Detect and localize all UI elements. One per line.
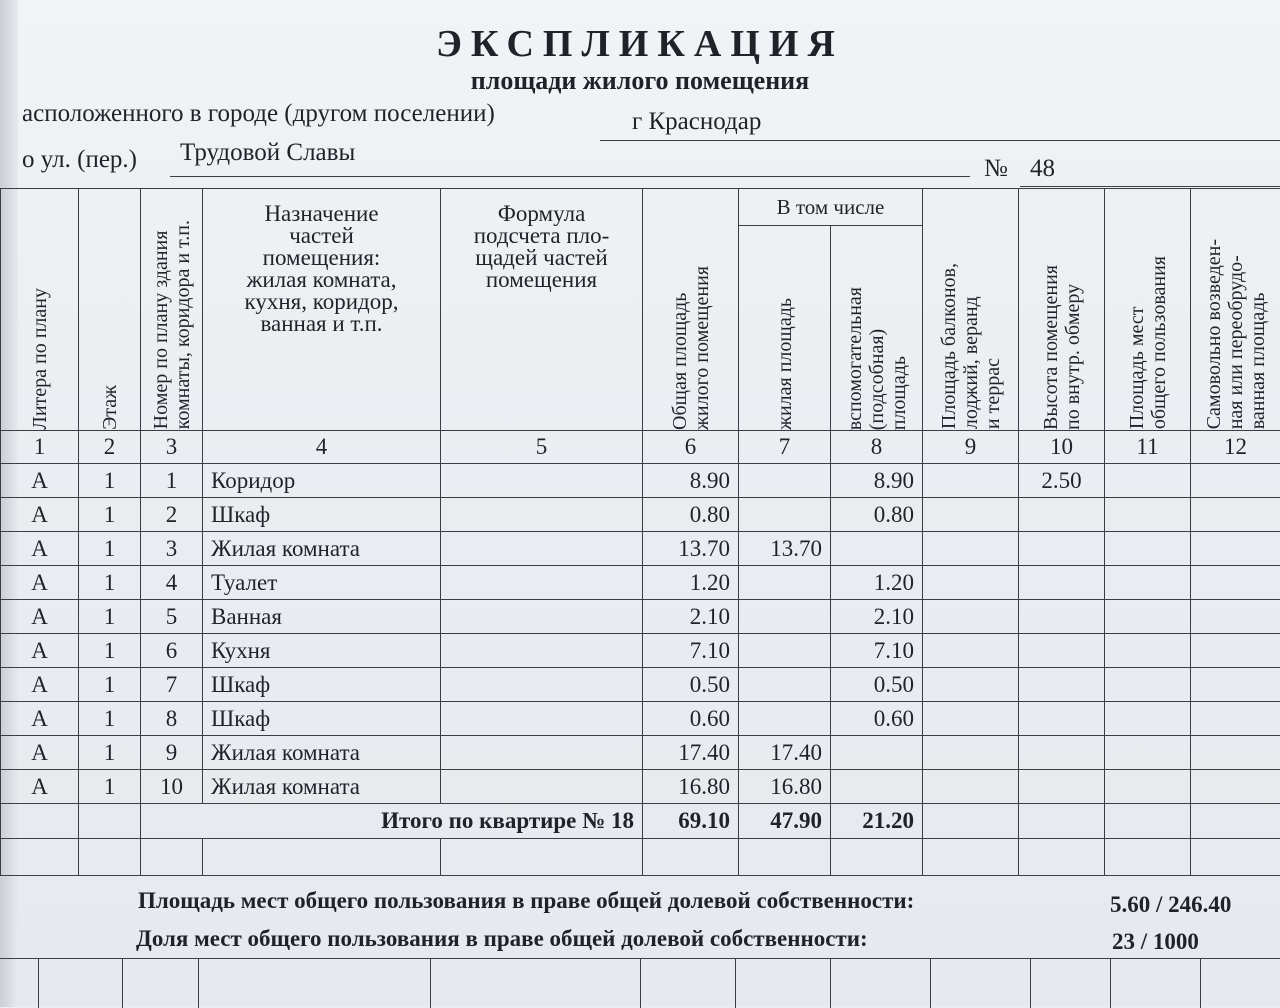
explication-table: [0, 188, 1280, 876]
common-area-label: Площадь мест общего пользования в праве общей долевой собственности:: [138, 888, 914, 914]
number-value: 48: [1030, 155, 1055, 183]
table-row: [1, 634, 1280, 668]
cell-height: [1019, 668, 1105, 702]
cell-litera: А: [1, 566, 79, 600]
cell-name: Шкаф: [203, 668, 441, 702]
cell-balcony: [923, 668, 1019, 702]
cell-litera: А: [1, 702, 79, 736]
total-empty: [79, 804, 141, 839]
table-row: [1, 600, 1280, 634]
cell-total: 17.40: [643, 736, 739, 770]
street-label: о ул. (пер.): [22, 146, 137, 174]
cell-number: 10: [141, 770, 203, 804]
cell-balcony: [923, 464, 1019, 498]
cell-litera: А: [1, 498, 79, 532]
cell-floor: 1: [79, 566, 141, 600]
cell-living: [739, 668, 831, 702]
cell-total: 7.10: [643, 634, 739, 668]
common-area-value: 5.60 / 246.40: [1110, 892, 1231, 918]
cell-unauthorized: [1191, 498, 1280, 532]
header-floor: Этаж: [79, 189, 141, 431]
total-total-area: 69.10: [643, 804, 739, 839]
cell-living: [739, 702, 831, 736]
cell-litera: А: [1, 736, 79, 770]
header-row: [1, 189, 1280, 226]
cell-name: Коридор: [203, 464, 441, 498]
header-purpose: Назначение частей помещения: жилая комната, кухня, коридор, ванная и т.п.: [203, 189, 441, 431]
city-label: асположенного в городе (другом поселении): [22, 100, 495, 128]
cell-total: 0.50: [643, 668, 739, 702]
header-total-area: Общая площадь жилого помещения: [643, 189, 739, 431]
cell-formula: [441, 702, 643, 736]
cell-aux: 8.90: [831, 464, 923, 498]
cell-litera: А: [1, 770, 79, 804]
cell-living: 13.70: [739, 532, 831, 566]
colnum: 8: [831, 431, 923, 464]
header-aux-area: вспомогательная (подсобная) площадь: [831, 226, 923, 431]
cell-height: [1019, 736, 1105, 770]
cell-number: 5: [141, 600, 203, 634]
cell-total: 8.90: [643, 464, 739, 498]
share-label: Доля мест общего пользования в праве общей долевой собственности:: [136, 926, 868, 952]
cell-name: Шкаф: [203, 498, 441, 532]
document-subtitle: площади жилого помещения: [0, 66, 1280, 96]
cell-number: 9: [141, 736, 203, 770]
cell-common: [1105, 464, 1191, 498]
cell-living: 16.80: [739, 770, 831, 804]
cell-common: [1105, 668, 1191, 702]
document-title: ЭКСПЛИКАЦИЯ: [0, 22, 1280, 66]
colnum: 10: [1019, 431, 1105, 464]
cell-common: [1105, 532, 1191, 566]
cell-common: [1105, 702, 1191, 736]
cell-litera: А: [1, 668, 79, 702]
cell-name: Жилая комната: [203, 532, 441, 566]
colnum: 1: [1, 431, 79, 464]
cell-name: Жилая комната: [203, 770, 441, 804]
header-balcony-area: Площадь балконов, лоджий, веранд и террас: [923, 189, 1019, 431]
table-row: [1, 668, 1280, 702]
header-litera: Литера по плану: [1, 189, 79, 431]
cell-living: [739, 566, 831, 600]
colnum: 2: [79, 431, 141, 464]
header-height: Высота помещения по внутр. обмеру: [1019, 189, 1105, 431]
cell-aux: 0.60: [831, 702, 923, 736]
colnum: 5: [441, 431, 643, 464]
cell-floor: 1: [79, 498, 141, 532]
cell-height: [1019, 566, 1105, 600]
total-empty: [923, 804, 1019, 839]
header-common-area: Площадь мест общего пользования: [1105, 189, 1191, 431]
cell-floor: 1: [79, 668, 141, 702]
share-value: 23 / 1000: [1112, 929, 1199, 955]
cell-aux: [831, 736, 923, 770]
cell-floor: 1: [79, 702, 141, 736]
table-row: [1, 702, 1280, 736]
cell-balcony: [923, 736, 1019, 770]
cell-formula: [441, 634, 643, 668]
cell-aux: 7.10: [831, 634, 923, 668]
cell-number: 4: [141, 566, 203, 600]
cell-litera: А: [1, 634, 79, 668]
colnum: 4: [203, 431, 441, 464]
cell-living: [739, 600, 831, 634]
total-label: Итого по квартире № 18: [141, 804, 643, 839]
cell-formula: [441, 668, 643, 702]
table-row: [1, 566, 1280, 600]
street-value: Трудовой Славы: [180, 139, 355, 167]
cell-unauthorized: [1191, 736, 1280, 770]
cell-balcony: [923, 566, 1019, 600]
cell-litera: А: [1, 532, 79, 566]
cell-unauthorized: [1191, 770, 1280, 804]
cell-common: [1105, 566, 1191, 600]
colnum: 6: [643, 431, 739, 464]
table-row: [1, 770, 1280, 804]
header-living-area: жилая площадь: [739, 226, 831, 431]
cell-height: [1019, 600, 1105, 634]
cell-unauthorized: [1191, 600, 1280, 634]
cell-living: [739, 464, 831, 498]
table-row: [1, 736, 1280, 770]
table-row: [1, 498, 1280, 532]
cell-floor: 1: [79, 600, 141, 634]
total-empty: [1105, 804, 1191, 839]
cell-height: [1019, 532, 1105, 566]
cell-formula: [441, 532, 643, 566]
cell-formula: [441, 736, 643, 770]
street-underline: [170, 176, 970, 177]
cell-aux: [831, 770, 923, 804]
cell-name: Кухня: [203, 634, 441, 668]
cell-common: [1105, 770, 1191, 804]
cell-aux: 0.80: [831, 498, 923, 532]
cell-height: [1019, 702, 1105, 736]
cell-living: [739, 634, 831, 668]
colnum: 3: [141, 431, 203, 464]
cell-balcony: [923, 532, 1019, 566]
cell-common: [1105, 634, 1191, 668]
colnum: 12: [1191, 431, 1280, 464]
cell-height: [1019, 770, 1105, 804]
cell-total: 0.80: [643, 498, 739, 532]
colnum: 9: [923, 431, 1019, 464]
cell-litera: А: [1, 464, 79, 498]
cell-name: Ванная: [203, 600, 441, 634]
total-row: [1, 804, 1280, 839]
cell-formula: [441, 770, 643, 804]
total-empty: [1019, 804, 1105, 839]
cell-floor: 1: [79, 770, 141, 804]
cell-aux: 1.20: [831, 566, 923, 600]
header-unauthorized-area: Самовольно возведен- ная или переобрудо- ванная площадь: [1191, 189, 1280, 431]
cell-floor: 1: [79, 634, 141, 668]
number-label: №: [984, 155, 1008, 183]
cell-formula: [441, 566, 643, 600]
cell-name: Шкаф: [203, 702, 441, 736]
cell-floor: 1: [79, 464, 141, 498]
cell-common: [1105, 600, 1191, 634]
cell-height: [1019, 634, 1105, 668]
cell-number: 8: [141, 702, 203, 736]
table-row: [1, 532, 1280, 566]
cell-floor: 1: [79, 736, 141, 770]
total-empty: [1, 804, 79, 839]
cell-number: 3: [141, 532, 203, 566]
number-underline: [1020, 186, 1280, 187]
header-including: В том числе: [739, 189, 923, 226]
blank-row: [1, 839, 1280, 876]
cell-formula: [441, 600, 643, 634]
cell-total: 2.10: [643, 600, 739, 634]
city-value: г Краснодар: [632, 108, 761, 136]
cell-balcony: [923, 770, 1019, 804]
column-number-row: [1, 431, 1280, 464]
cell-total: 1.20: [643, 566, 739, 600]
cell-number: 7: [141, 668, 203, 702]
cell-unauthorized: [1191, 702, 1280, 736]
cell-common: [1105, 736, 1191, 770]
cell-height: [1019, 498, 1105, 532]
cell-balcony: [923, 634, 1019, 668]
cell-unauthorized: [1191, 532, 1280, 566]
colnum: 7: [739, 431, 831, 464]
cell-unauthorized: [1191, 566, 1280, 600]
cell-aux: [831, 532, 923, 566]
cell-aux: 2.10: [831, 600, 923, 634]
cell-floor: 1: [79, 532, 141, 566]
table-row: [1, 464, 1280, 498]
header-formula: Формула подсчета пло- щадей частей помещения: [441, 189, 643, 431]
cell-total: 16.80: [643, 770, 739, 804]
cell-height: 2.50: [1019, 464, 1105, 498]
cell-living: 17.40: [739, 736, 831, 770]
cell-balcony: [923, 498, 1019, 532]
cell-unauthorized: [1191, 464, 1280, 498]
cell-name: Жилая комната: [203, 736, 441, 770]
cell-formula: [441, 498, 643, 532]
total-aux-area: 21.20: [831, 804, 923, 839]
cell-total: 13.70: [643, 532, 739, 566]
header-room-number: Номер по плану здания комнаты, коридора и т.п.: [141, 189, 203, 431]
cell-aux: 0.50: [831, 668, 923, 702]
total-living-area: 47.90: [739, 804, 831, 839]
cell-unauthorized: [1191, 668, 1280, 702]
cell-balcony: [923, 600, 1019, 634]
cell-number: 1: [141, 464, 203, 498]
bottom-grid: [0, 958, 1280, 1008]
cell-total: 0.60: [643, 702, 739, 736]
cell-number: 2: [141, 498, 203, 532]
cell-living: [739, 498, 831, 532]
cell-formula: [441, 464, 643, 498]
cell-common: [1105, 498, 1191, 532]
cell-balcony: [923, 702, 1019, 736]
cell-number: 6: [141, 634, 203, 668]
cell-name: Туалет: [203, 566, 441, 600]
cell-litera: А: [1, 600, 79, 634]
total-empty: [1191, 804, 1280, 839]
cell-unauthorized: [1191, 634, 1280, 668]
city-underline: [600, 140, 1280, 141]
colnum: 11: [1105, 431, 1191, 464]
